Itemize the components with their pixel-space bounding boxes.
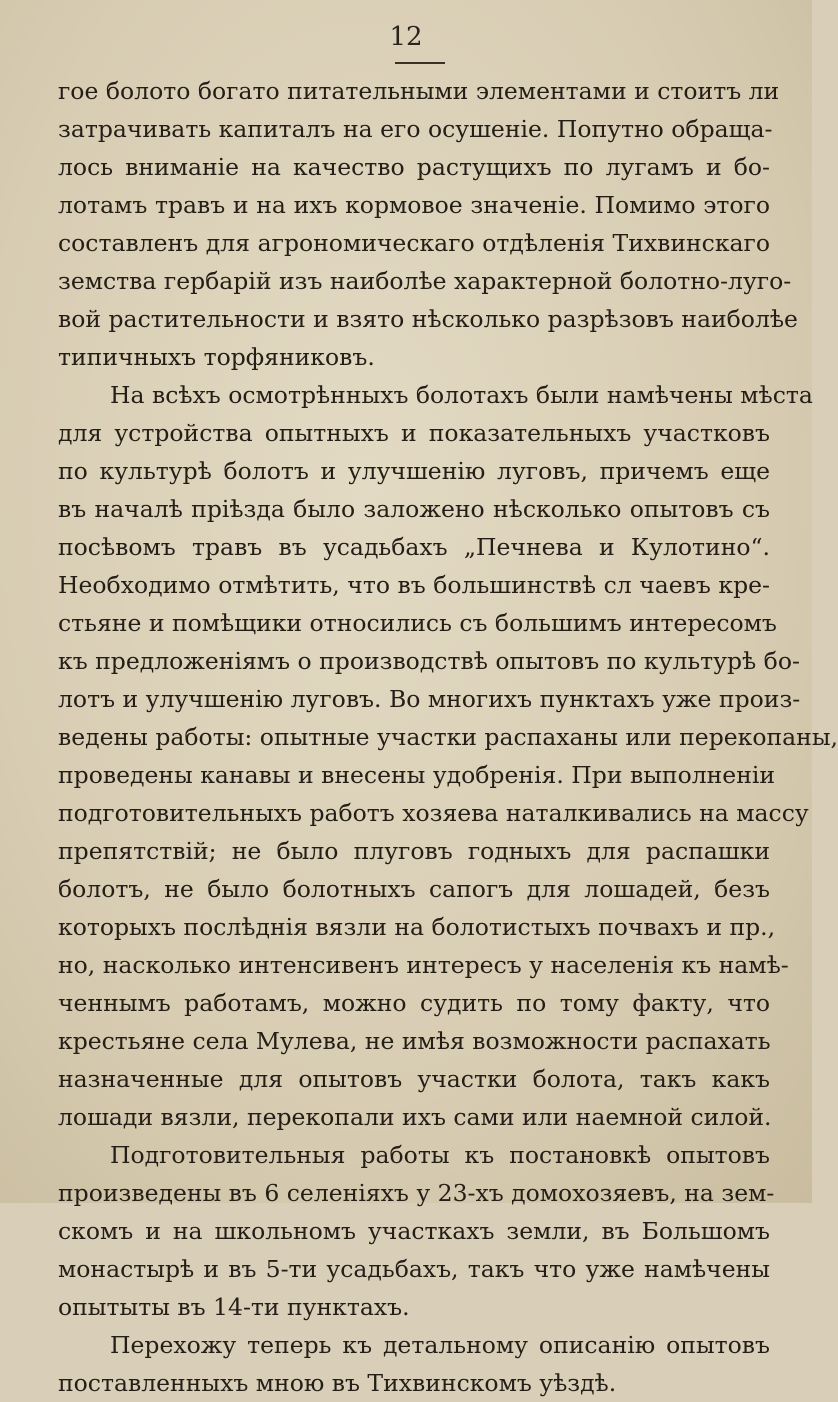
- paragraph: [58, 1136, 775, 1326]
- text-line: вой растительности и взято нѣсколько разрѣзовъ наиболѣе: [58, 305, 798, 333]
- text-line: произведены въ 6 селеніяхъ у 23-хъ домохозяевъ, на зем-: [58, 1179, 775, 1207]
- text-line: опытыты въ 14-ти пунктахъ.: [58, 1293, 410, 1321]
- paragraph: [58, 72, 798, 376]
- text-line: въ началѣ пріѣзда было заложено нѣсколько опытовъ съ: [58, 495, 770, 523]
- text-line: составленъ для агрономическаго отдѣленія Тихвинскаго: [58, 229, 770, 257]
- text-line: болотъ, не было болотныхъ сапогъ для лошадей, безъ: [58, 875, 770, 903]
- text-line: назначенные для опытовъ участки болота, такъ какъ: [58, 1065, 770, 1093]
- text-line: лошади вязли, перекопали ихъ сами или наемной силой.: [58, 1103, 772, 1131]
- text-line: лотъ и улучшенію луговъ. Во многихъ пунктахъ уже произ-: [58, 685, 801, 713]
- text-line: которыхъ послѣднія вязли на болотистыхъ почвахъ и пр.,: [58, 913, 776, 941]
- paragraph: [58, 376, 838, 1136]
- text-line: лотамъ травъ и на ихъ кормовое значеніе. Помимо этого: [58, 191, 770, 219]
- text-line: типичныхъ торфяниковъ.: [58, 343, 375, 371]
- text-line: Перехожу теперь къ детальному описанію опытовъ: [110, 1331, 770, 1359]
- text-line: Подготовительныя работы къ постановкѣ опытовъ: [110, 1141, 770, 1169]
- paragraph: [58, 1326, 770, 1402]
- text-line: подготовительныхъ работъ хозяева наталкивались на массу: [58, 799, 809, 827]
- text-line: для устройства опытныхъ и показательныхъ участковъ: [58, 419, 770, 447]
- text-line: На всѣхъ осмотрѣнныхъ болотахъ были намѣчены мѣста: [110, 381, 813, 409]
- text-line: поставленныхъ мною въ Тихвинскомъ уѣздѣ.: [58, 1369, 617, 1397]
- text-line: гое болото богато питательными элементами и стоитъ ли: [58, 77, 780, 105]
- text-line: къ предложеніямъ о производствѣ опытовъ по культурѣ бо-: [58, 647, 800, 675]
- text-line: ченнымъ работамъ, можно судить по тому факту, что: [58, 989, 770, 1017]
- text-line: посѣвомъ травъ въ усадьбахъ „Печнева и Кулотино“.: [58, 533, 770, 561]
- page-number-underline: [395, 62, 445, 64]
- text-line: крестьяне села Мулева, не имѣя возможности распахать: [58, 1027, 771, 1055]
- text-line: затрачивать капиталъ на его осушеніе. Попутно обраща-: [58, 115, 773, 143]
- text-line: по культурѣ болотъ и улучшенію луговъ, причемъ еще: [58, 457, 770, 485]
- text-line: земства гербарій изъ наиболѣе характерной болотно-луго-: [58, 267, 792, 295]
- body-text: [58, 72, 838, 1402]
- text-line: препятствій; не было плуговъ годныхъ для распашки: [58, 837, 770, 865]
- text-line: ведены работы: опытные участки распаханы или перекопаны,: [58, 723, 838, 751]
- text-line: скомъ и на школьномъ участкахъ земли, въ Большомъ: [58, 1217, 770, 1245]
- text-line: проведены канавы и внесены удобренія. При выполненіи: [58, 761, 776, 789]
- text-line: монастырѣ и въ 5-ти усадьбахъ, такъ что уже намѣчены: [58, 1255, 770, 1283]
- text-line: но, насколько интенсивенъ интересъ у населенія къ намѣ-: [58, 951, 789, 979]
- text-line: стьяне и помѣщики относились съ большимъ интересомъ: [58, 609, 777, 637]
- text-line: Необходимо отмѣтить, что въ большинствѣ сл чаевъ кре-: [58, 571, 770, 599]
- text-line: лось вниманіе на качество растущихъ по лугамъ и бо-: [58, 153, 770, 181]
- page-number: 12: [389, 22, 423, 52]
